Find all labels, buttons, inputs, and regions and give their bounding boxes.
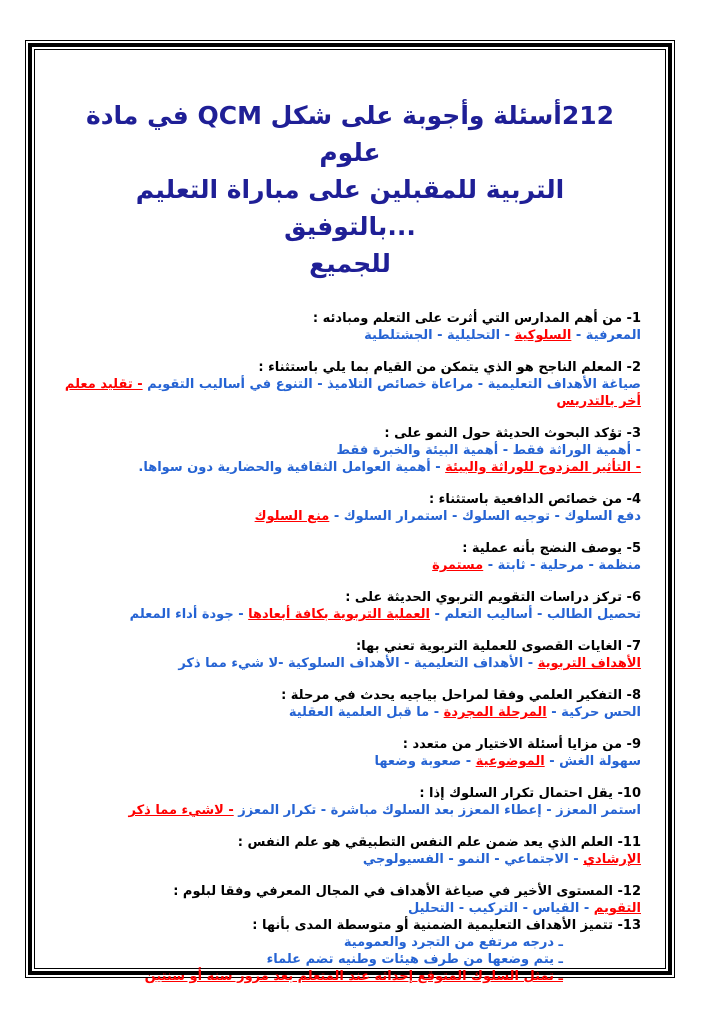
answer-line xyxy=(59,934,641,951)
answer-option: سهولة الغش - xyxy=(544,754,641,769)
correct-answer: التقويم xyxy=(593,901,641,916)
correct-answer: السلوكية xyxy=(514,328,572,343)
question-text: 2- المعلم الناجح هو الذي يتمكن من القيام بما يلي باستثناء : xyxy=(258,360,641,375)
answer-option: - جودة أداء المعلم xyxy=(129,607,249,622)
answer-option: ـ يتم وضعها من طرف هيئات وطنيه تضم علماء xyxy=(266,952,563,967)
answer-option: تحصيل الطالب - أساليب التعلم - xyxy=(430,607,641,622)
question-text: 11- العلم الذي يعد ضمن علم النفس التطبيقي هو علم النفس : xyxy=(237,835,641,850)
question-text: 9- من مزايا أسئلة الاختيار من متعدد : xyxy=(402,737,641,752)
question-block xyxy=(59,834,641,868)
answer-option: - أهمية الوراثة فقط - أهمية البيئة والخبرة فقط xyxy=(336,443,641,458)
question-block xyxy=(59,491,641,525)
correct-answer: الإرشادي xyxy=(583,852,641,867)
correct-answer: - لاشيء مما ذكر xyxy=(128,803,234,818)
correct-answer: الموضوعية xyxy=(475,754,545,769)
answer-line xyxy=(59,459,641,476)
answer-option: استمر المعزز - إعطاء المعزز بعد السلوك مباشرة - تكرار المعزز xyxy=(233,803,641,818)
answer-line xyxy=(59,900,641,917)
correct-answer: العملية التربوية بكافة أبعادها xyxy=(248,607,430,622)
answer-option: - التحليلية - الجشتلطية xyxy=(364,328,515,343)
question-text: 13- تتميز الأهداف التعليمية الضمنية أو متوسطة المدى بأنها : xyxy=(252,918,641,933)
answer-line xyxy=(59,557,641,574)
document-title xyxy=(67,97,633,282)
question-text: 4- من خصائص الدافعية باستثناء : xyxy=(428,492,641,507)
answer-line xyxy=(59,802,641,819)
question-block xyxy=(59,917,641,985)
answer-option: الحس حركية - xyxy=(546,705,641,720)
answer-option: دفع السلوك - توجيه السلوك - استمرار السلوك - xyxy=(329,509,641,524)
page-border-middle xyxy=(28,43,672,984)
answer-option: - صعوبة وضعها xyxy=(374,754,476,769)
correct-answer: ـ تمثل السلوك المتوقع إحداثه عند المتعلم بعد مرور سنه أو سنتين xyxy=(144,969,563,984)
question-block xyxy=(59,687,641,721)
answer-line xyxy=(59,968,641,985)
page-border-outer xyxy=(25,40,675,984)
question-block xyxy=(59,883,641,917)
answer-option: المعرفية - xyxy=(571,328,641,343)
answer-option: منظمة - مرحلية - ثابتة - xyxy=(483,558,641,573)
question-text: 3- تؤكد البحوث الحديثة حول النمو على : xyxy=(384,426,641,441)
answer-line xyxy=(59,704,641,721)
answer-option: ـ درجه مرتفع من التجرد والعمومية xyxy=(343,935,563,950)
question-block xyxy=(59,310,641,344)
correct-answer: مستمرة xyxy=(432,558,484,573)
correct-answer: منع السلوك xyxy=(254,509,330,524)
correct-answer: المرحلة المجردة xyxy=(443,705,547,720)
title-line-3: للجميع xyxy=(309,249,391,278)
question-text: 12- المستوى الأخير في صياغة الأهداف في المجال المعرفي وفقا لبلوم : xyxy=(173,884,641,899)
page-content xyxy=(35,50,665,984)
question-block xyxy=(59,425,641,476)
answer-option: - الأهداف التعليمية - الأهداف السلوكية -لا شيء مما ذكر xyxy=(178,656,538,671)
correct-answer: - تقليد معلم أخر بالتدريس xyxy=(64,377,641,409)
answer-line xyxy=(59,851,641,868)
question-text: 7- الغايات القصوى للعملية التربوية تعني بها: xyxy=(355,639,641,654)
answer-line xyxy=(59,606,641,623)
correct-answer: الأهداف التربوية xyxy=(537,656,641,671)
question-block xyxy=(59,736,641,770)
answer-option: - القياس - التركيب - التحليل xyxy=(408,901,594,916)
page-border-inner xyxy=(34,49,666,984)
question-text: 10- يقل احتمال تكرار السلوك إذا : xyxy=(419,786,641,801)
answer-line xyxy=(59,327,641,344)
answer-option: - أهمية العوامل الثقافية والحضارية دون سواها. xyxy=(138,460,446,475)
answer-line xyxy=(59,951,641,968)
question-block xyxy=(59,589,641,623)
question-block xyxy=(59,638,641,672)
answer-line xyxy=(59,655,641,672)
question-text: 5- يوصف النضج بأنه عملية : xyxy=(462,541,641,556)
question-block xyxy=(59,540,641,574)
question-text: 1- من أهم المدارس التي أثرت على التعلم ومبادئه : xyxy=(312,311,641,326)
answer-line xyxy=(59,508,641,525)
answer-option: - الاجتماعي - النمو - الفسيولوجي xyxy=(362,852,584,867)
answer-option: - ما قبل العلمية العقلية xyxy=(288,705,444,720)
correct-answer: - التأثير المزدوج للوراثة والبيئة xyxy=(445,460,641,475)
question-block xyxy=(59,359,641,410)
question-text: 8- التفكير العلمي وفقا لمراحل بياجيه يحدث في مرحلة : xyxy=(281,688,641,703)
answer-line xyxy=(59,376,641,410)
title-line-1: 212أسئلة وأجوبة على شكل QCM في مادة علوم xyxy=(85,101,615,167)
question-text: 6- تركز دراسات التقويم التربوي الحديثة على : xyxy=(345,590,641,605)
answer-line xyxy=(59,442,641,459)
title-line-2: التربية للمقبلين على مباراة التعليم ...بالتوفيق xyxy=(135,175,565,241)
question-block xyxy=(59,785,641,819)
answer-line xyxy=(59,753,641,770)
questions-list xyxy=(59,310,641,985)
answer-option: صياغة الأهداف التعليمية - مراعاة خصائص التلاميذ - التنوع في أساليب التقويم xyxy=(142,377,641,392)
